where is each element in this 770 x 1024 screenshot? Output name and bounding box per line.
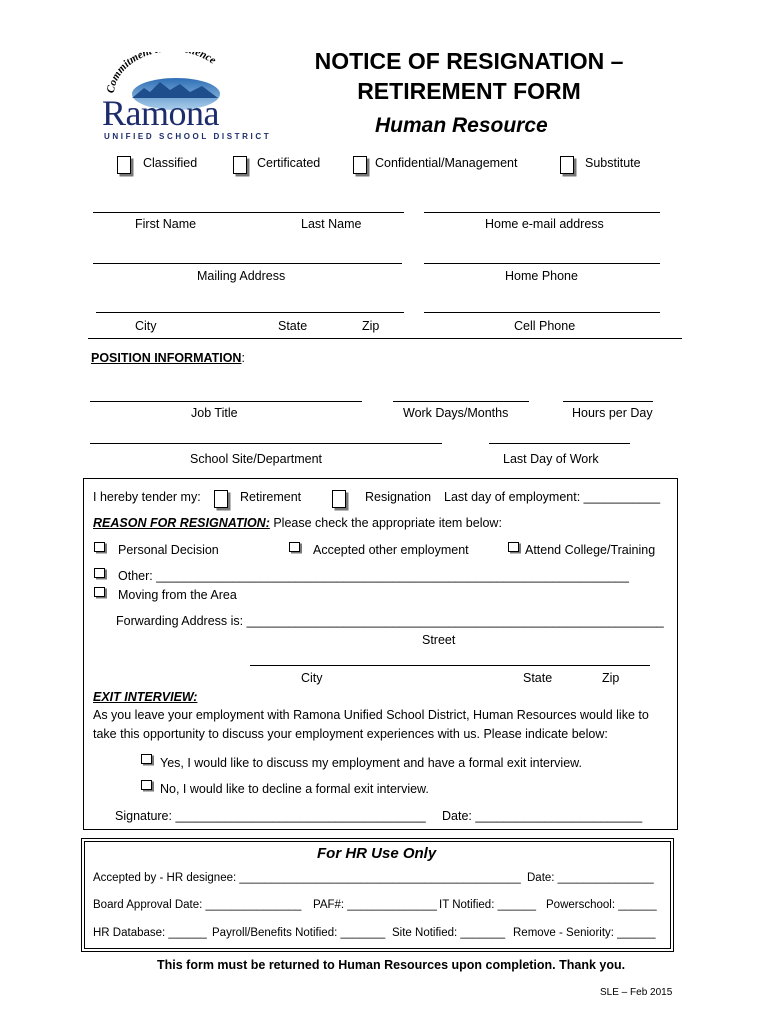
state-label: State [278, 319, 308, 333]
moving-label: Moving from the Area [118, 588, 237, 602]
mailing-address-label: Mailing Address [197, 269, 286, 283]
position-heading [91, 351, 245, 365]
job-title-line[interactable] [90, 401, 362, 402]
job-title-label: Job Title [191, 406, 238, 420]
mailing-address-line[interactable] [93, 263, 402, 264]
home-phone-line[interactable] [424, 263, 660, 264]
last-day-employment-field[interactable]: Last day of employment: ___________ [444, 490, 661, 504]
other-employment-checkbox[interactable] [289, 542, 300, 552]
logo-district: UNIFIED SCHOOL DISTRICT [104, 132, 272, 141]
other-checkbox[interactable] [94, 568, 105, 578]
form-code: SLE – Feb 2015 [600, 987, 673, 998]
reason-heading-text: REASON FOR RESIGNATION: [93, 516, 270, 530]
retirement-label: Retirement [240, 490, 302, 504]
payroll-notified-field[interactable]: Payroll/Benefits Notified: _______ [212, 927, 386, 939]
exit-no-checkbox[interactable] [141, 780, 152, 790]
forwarding-state-label: State [523, 671, 553, 685]
position-heading-text: POSITION INFORMATION [91, 351, 242, 365]
forwarding-zip-label: Zip [602, 671, 620, 685]
powerschool-field[interactable]: Powerschool: ______ [546, 899, 657, 911]
form-title-line2: RETIREMENT FORM [357, 78, 581, 104]
resignation-checkbox[interactable] [332, 490, 346, 508]
forwarding-city-label: City [301, 671, 323, 685]
first-name-label: First Name [135, 217, 197, 231]
moving-checkbox[interactable] [94, 587, 105, 597]
svg-text:Commitment to Excellence: Commitmen ence [104, 52, 219, 95]
return-note: This form must be returned to Human Resources upon completion. Thank you. [157, 958, 626, 972]
zip-label: Zip [362, 319, 380, 333]
accepted-date-field[interactable]: Date: _______________ [527, 872, 654, 884]
form-title-line1: NOTICE OF RESIGNATION – [314, 48, 624, 74]
home-email-label: Home e-mail address [485, 217, 604, 231]
exit-interview-text-2: take this opportunity to discuss your employment experiences with us. Please indicate below: [93, 727, 608, 741]
section-divider [88, 338, 682, 339]
exit-interview-text-1: As you leave your employment with Ramona Unified School District, Human Resources would like to [93, 708, 649, 722]
logo-name: Ramona [102, 93, 219, 133]
home-phone-label: Home Phone [505, 269, 578, 283]
position-heading-colon: : [241, 351, 245, 365]
substitute-label: Substitute [585, 156, 641, 170]
accepted-by-field[interactable]: Accepted by - HR designee: ____________________________________________ [93, 872, 521, 884]
hr-database-field[interactable]: HR Database: ______ [93, 927, 207, 939]
hr-use-heading: For HR Use Only [317, 845, 437, 862]
college-label: Attend College/Training [525, 543, 656, 557]
board-approval-field[interactable]: Board Approval Date: _______________ [93, 899, 302, 911]
street-label: Street [422, 633, 456, 647]
school-site-label: School Site/Department [190, 452, 323, 466]
school-site-line[interactable] [90, 443, 442, 444]
classified-checkbox[interactable] [117, 156, 131, 174]
hours-line[interactable] [563, 401, 653, 402]
email-line[interactable] [424, 212, 660, 213]
classified-label: Classified [143, 156, 198, 170]
cell-phone-line[interactable] [424, 312, 660, 313]
city-label: City [135, 319, 157, 333]
hours-per-day-label: Hours per Day [572, 406, 653, 420]
confidential-checkbox[interactable] [353, 156, 367, 174]
last-day-label: Last Day of Work [503, 452, 599, 466]
form-subtitle: Human Resource [375, 114, 548, 137]
college-checkbox[interactable] [508, 542, 519, 552]
certificated-checkbox[interactable] [233, 156, 247, 174]
personal-decision-label: Personal Decision [118, 543, 219, 557]
signature-field[interactable]: Signature: ____________________________________ [115, 809, 426, 823]
last-name-label: Last Name [301, 217, 362, 231]
forwarding-address-field[interactable]: Forwarding Address is: ____________________________________________________________ [116, 614, 664, 628]
exit-yes-checkbox[interactable] [141, 754, 152, 764]
signature-date-field[interactable]: Date: ________________________ [442, 809, 643, 823]
work-days-line[interactable] [393, 401, 529, 402]
retirement-checkbox[interactable] [214, 490, 228, 508]
confidential-label: Confidential/Management [375, 156, 518, 170]
resignation-section-box [83, 478, 678, 830]
personal-decision-checkbox[interactable] [94, 542, 105, 552]
exit-yes-label: Yes, I would like to discuss my employment and have a formal exit interview. [160, 756, 582, 770]
site-notified-field[interactable]: Site Notified: _______ [392, 927, 506, 939]
substitute-checkbox[interactable] [560, 156, 574, 174]
reason-instruction: Please check the appropriate item below: [269, 516, 502, 530]
other-employment-label: Accepted other employment [313, 543, 469, 557]
exit-no-label: No, I would like to decline a formal exit interview. [160, 782, 429, 796]
certificated-label: Certificated [257, 156, 321, 170]
reason-heading [93, 516, 502, 530]
city-state-zip-forwarding-line[interactable] [250, 665, 650, 666]
cell-phone-label: Cell Phone [514, 319, 576, 333]
tender-label: I hereby tender my: [93, 490, 201, 504]
resignation-label: Resignation [365, 490, 432, 504]
work-days-label: Work Days/Months [403, 406, 509, 420]
it-notified-field[interactable]: IT Notified: ______ [439, 899, 536, 911]
city-state-zip-line[interactable] [96, 312, 404, 313]
name-line[interactable] [93, 212, 404, 213]
other-field[interactable]: Other: ____________________________________________________________________ [118, 569, 629, 583]
paf-field[interactable]: PAF#: ______________ [313, 899, 437, 911]
last-day-line[interactable] [489, 443, 630, 444]
remove-seniority-field[interactable]: Remove - Seniority: ______ [513, 927, 656, 939]
exit-interview-heading: EXIT INTERVIEW: [93, 690, 198, 704]
